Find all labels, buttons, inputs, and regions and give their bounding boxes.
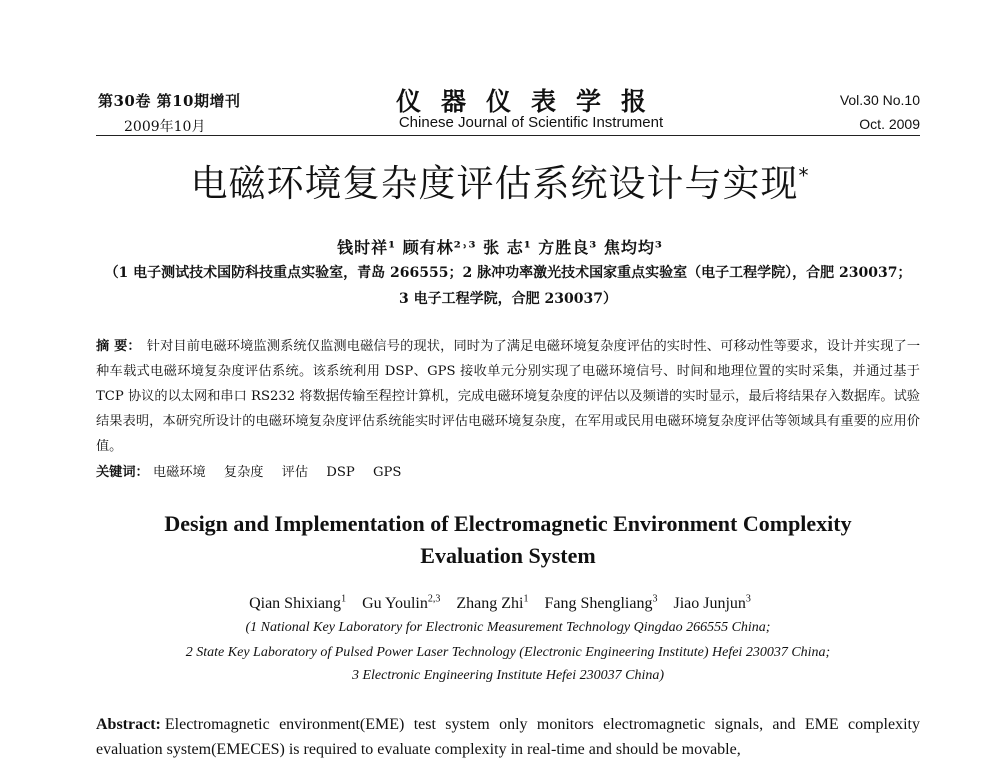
abstract-en-text: Electromagnetic environment(EME) test system only monitors electromagnetic signals, and EME complexity evaluation system(EMECES) is required to evaluate complexity in real-time and should be movable, xyxy=(96,716,920,758)
affiliation-en-line1: (1 National Key Laboratory for Electronic Measurement Technology Qingdao 266555 China; xyxy=(245,620,771,635)
title-footnote-mark: * xyxy=(798,163,810,188)
abstract-cn-label: 摘 要： xyxy=(96,339,141,354)
abstract-cn-text: 针对目前电磁环境监测系统仅监测电磁信号的现状，同时为了满足电磁环境复杂度评估的实时性、可移动性等要求，设计并实现了一种车载式电磁环境复杂度评估系统。该系统利用 DSP、GPS 接收单元分别实现了电磁环境信号、时间和地理位置的实时采集，并通过基于 TCP 协议的以太网和串口 RS232 将数据传输至程控计算机，完成电磁环境复杂度的评估以及频谱的实时显示，最后将结果存入数据库。试验结果表明，本研究所设计的电磁环境复杂度评估系统能实时评估电磁环境复杂度，在军用或民用电磁环境复杂度评估等领域具有重要的应用价值。 xyxy=(96,339,921,454)
affiliation-cn-line1: （1 电子测试技术国防科技重点实验室，青岛 266555；2 脉冲功率激光技术国家重点实验室（电子工程学院），合肥 230037； xyxy=(104,265,912,281)
paper-title-en-line2: Evaluation System xyxy=(420,543,596,568)
affiliation-en-line2: 2 State Key Laboratory of Pulsed Power Laser Technology (Electronic Engineering Institute) Hefei 230037 China; xyxy=(185,645,831,660)
keywords-cn-label: 关键词： xyxy=(96,465,149,480)
abstract-en xyxy=(96,712,920,762)
author-en: Gu Youlin$^{2,3}$ xyxy=(362,594,441,613)
journal-date-cn: 2009年10月 xyxy=(124,119,206,135)
keywords-cn xyxy=(96,461,920,480)
paper-title-cn-text: 电磁环境复杂度评估系统设计与实现 xyxy=(190,162,799,205)
keyword: GPS xyxy=(372,465,402,480)
keyword: 电磁环境 xyxy=(152,465,206,480)
author-en: Zhang Zhi$^1$ xyxy=(456,594,529,613)
author-en: Fang Shengliang$^3$ xyxy=(544,594,658,613)
paper-title-cn xyxy=(0,153,1000,207)
abstract-en-label: Abstract: xyxy=(96,716,161,733)
journal-name-en: Chinese Journal of Scientific Instrument xyxy=(398,114,664,131)
affiliation-cn-line2: 3 电子工程学院，合肥 230037） xyxy=(399,291,617,307)
journal-volume-en: Vol.30 No.10 xyxy=(839,92,920,108)
header-rule xyxy=(96,135,920,136)
author-en: Jiao Junjun$^3$ xyxy=(673,594,751,613)
authors-cn: 钱时祥¹ 顾有林²˒³ 张 志¹ 方胜良³ 焦均均³ xyxy=(337,238,663,257)
keyword: 评估 xyxy=(281,465,309,480)
paper-title-en xyxy=(96,508,920,572)
keyword: DSP xyxy=(326,465,355,480)
journal-date-en: Oct. 2009 xyxy=(859,116,920,132)
author-en: Qian Shixiang$^1$ xyxy=(249,594,347,613)
authors-en xyxy=(0,594,1000,613)
keyword: 复杂度 xyxy=(223,465,264,480)
affiliation-en-line3: 3 Electronic Engineering Institute Hefei 230037 China) xyxy=(351,668,665,683)
paper-title-en-line1: Design and Implementation of Electromagnetic Environment Complexity xyxy=(164,511,852,536)
abstract-cn xyxy=(96,334,920,459)
journal-name-cn: 仪器仪表学报 xyxy=(395,87,666,116)
journal-volume-issue: 第30卷 第10期增刊 xyxy=(98,92,241,110)
